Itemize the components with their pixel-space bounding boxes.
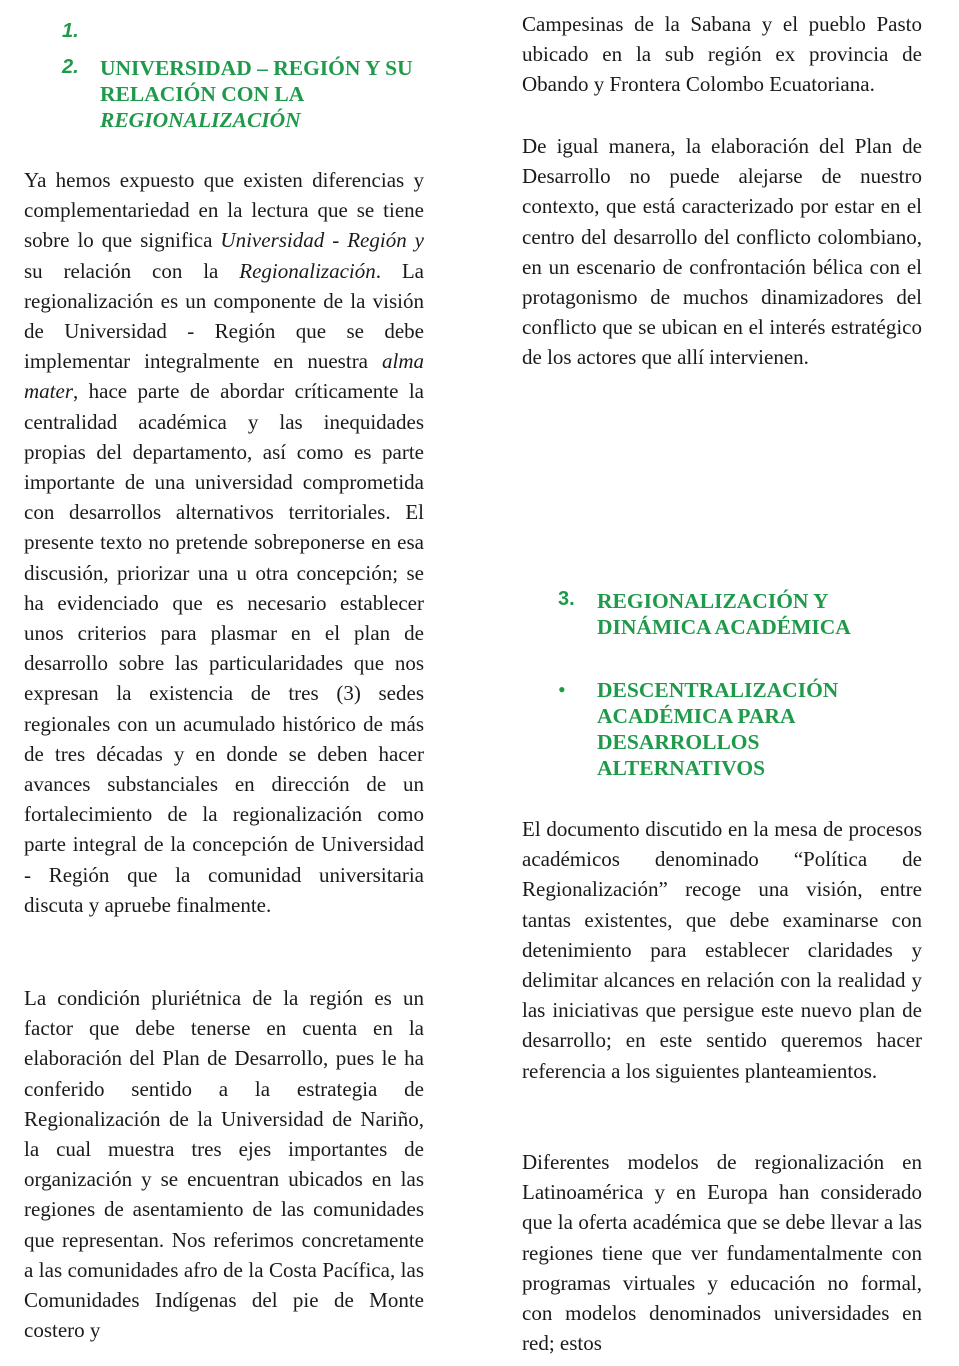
heading-line: REGIONALIZACIÓN Y [597,589,829,613]
list-number-1: 1. [62,20,79,42]
paragraph [24,165,424,920]
text-run: su relación con la [24,258,240,283]
list-number-3: 3. [558,588,575,610]
paragraph: De igual manera, la elaboración del Plan de Desarrollo no puede alejarse de nuestro contexto, que está caracterizado por estar en el centro del desarrollo del conflicto colombiano, en un escenario de confrontación bélica con el protagonismo de muchos dinamizadores del conflicto que se ubican en el interés estratégico de los actores que allí intervienen. [522,134,922,370]
heading-line: REGIONALIZACIÓN [100,108,301,132]
text-run-italic: alma mater [24,349,424,404]
paragraph: Diferentes modelos de regionalización en Latinoamérica y en Europa han considerado que la oferta académica que se debe llevar a las regiones tiene que ver fundamentalmente con programas virtuales y educación no formal, con modelos denominados universidades en red; estos [522,1150,922,1356]
heading-line: DESARROLLOS [597,730,760,754]
text-run-italic: Regionalización [239,258,376,283]
list-number-2: 2. [62,56,79,78]
paragraph: El documento discutido en la mesa de procesos académicos denominado “Política de Regionalización” recoge una visión, entre tantas existentes, que debe examinarse con detenimiento para establecer claridades y delimitar alcances en relación con la realidad y las iniciativas que persigue este nuevo plan de desarrollo; en este sentido queremos hacer referencia a los siguientes planteamientos. [522,817,922,1083]
text-run-italic: Universidad - Región y [220,228,425,253]
heading-line: DINÁMICA ACADÉMICA [597,615,851,639]
section-heading-2 [100,55,450,133]
paragraph: La condición pluriétnica de la región es un factor que debe tenerse en cuenta en la elaboración del Plan de Desarrollo, pues le ha conferido sentido a la estrategia de Regionalización de la Universidad de Nariño, la cual muestra tres ejes importantes de organización y se encuentran ubicados en las regiones de asentamiento de las comunidades que representan. Nos referimos concretamente a las comunidades afro de la Costa Pacífica, las Comunidades Indígenas del pie de Monte costero y [24,986,424,1343]
heading-line: ACADÉMICA PARA [597,704,796,728]
heading-line: RELACIÓN CON LA [100,82,305,106]
paragraph: Campesinas de la Sabana y el pueblo Pasto ubicado en la sub región ex provincia de Obando y Frontera Colombo Ecuatoriana. [522,12,922,97]
heading-line: DESCENTRALIZACIÓN [597,678,839,702]
heading-line: ALTERNATIVOS [597,756,766,780]
bullet-icon: • [558,677,566,702]
bullet-heading [597,677,927,781]
text-run: . La regionalización es un componente de la visión de Universidad - Región que se debe implementar integralmente en nuestra [24,258,424,374]
heading-line: UNIVERSIDAD – REGIÓN Y SU [100,56,413,80]
text-run: , hace parte de abordar críticamente la centralidad académica y las inequidades propias del departamento, así como es parte importante de una universidad comprometida con desarrollos alternativos territoriales. El presente texto no pretende sobreponerse en esa discusión, priorizar una u otra concepción; se ha evidenciado que es necesario establecer unos criterios para plasmar en el plan de desarrollo sobre las particularidades que nos expresan la existencia de tres (3) sedes regionales con un acumulado histórico de más de tres décadas y en donde se deben hacer avances substanciales en dirección de un fortalecimiento de la regionalización como parte integral de la concepción de Universidad - Región que la comunidad universitaria discuta y apruebe finalmente. [24,379,424,917]
text-run: Ya hemos expuesto que existen diferencias y complementariedad en la lectura que se tiene sobre lo que significa [24,168,424,253]
section-heading-3 [597,588,927,640]
